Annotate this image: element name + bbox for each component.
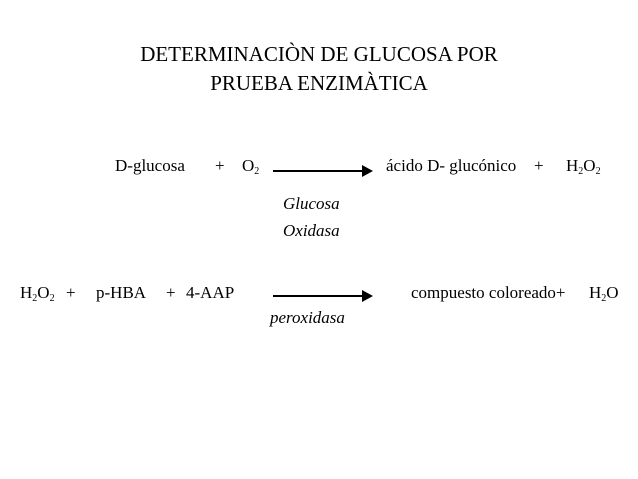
product-hydrogen-peroxide: $H_2O_2$ bbox=[566, 156, 601, 177]
reactant-hydrogen-peroxide: $H_2O_2$ bbox=[20, 283, 55, 304]
title-line-2: PRUEBA ENZIMÀTICA bbox=[210, 71, 428, 95]
reactant-4-aap: 4-AAP bbox=[186, 283, 235, 302]
enzyme-glucosa: Glucosa bbox=[283, 194, 340, 213]
plus-sign: + bbox=[166, 283, 176, 302]
reaction-arrow-1 bbox=[273, 165, 373, 177]
reactant-p-hba: p-HBA bbox=[96, 283, 147, 302]
reaction-arrow-2 bbox=[273, 290, 373, 302]
product-acido-d-gluconico: ácido D- glucónico bbox=[386, 156, 517, 175]
reactant-oxygen: $O_2$ bbox=[242, 156, 260, 177]
plus-sign: + bbox=[215, 156, 225, 175]
product-water: $H_2O$ bbox=[589, 283, 619, 304]
plus-sign: + bbox=[534, 156, 544, 175]
enzyme-oxidasa: Oxidasa bbox=[283, 221, 340, 240]
enzyme-peroxidasa: peroxidasa bbox=[270, 308, 345, 327]
plus-sign: + bbox=[66, 283, 76, 302]
product-compuesto-coloreado: compuesto coloreado+ bbox=[411, 283, 566, 302]
page-title bbox=[0, 40, 638, 98]
title-line-1: DETERMINACIÒN DE GLUCOSA POR bbox=[140, 42, 498, 66]
reactant-d-glucosa: D-glucosa bbox=[115, 156, 185, 175]
